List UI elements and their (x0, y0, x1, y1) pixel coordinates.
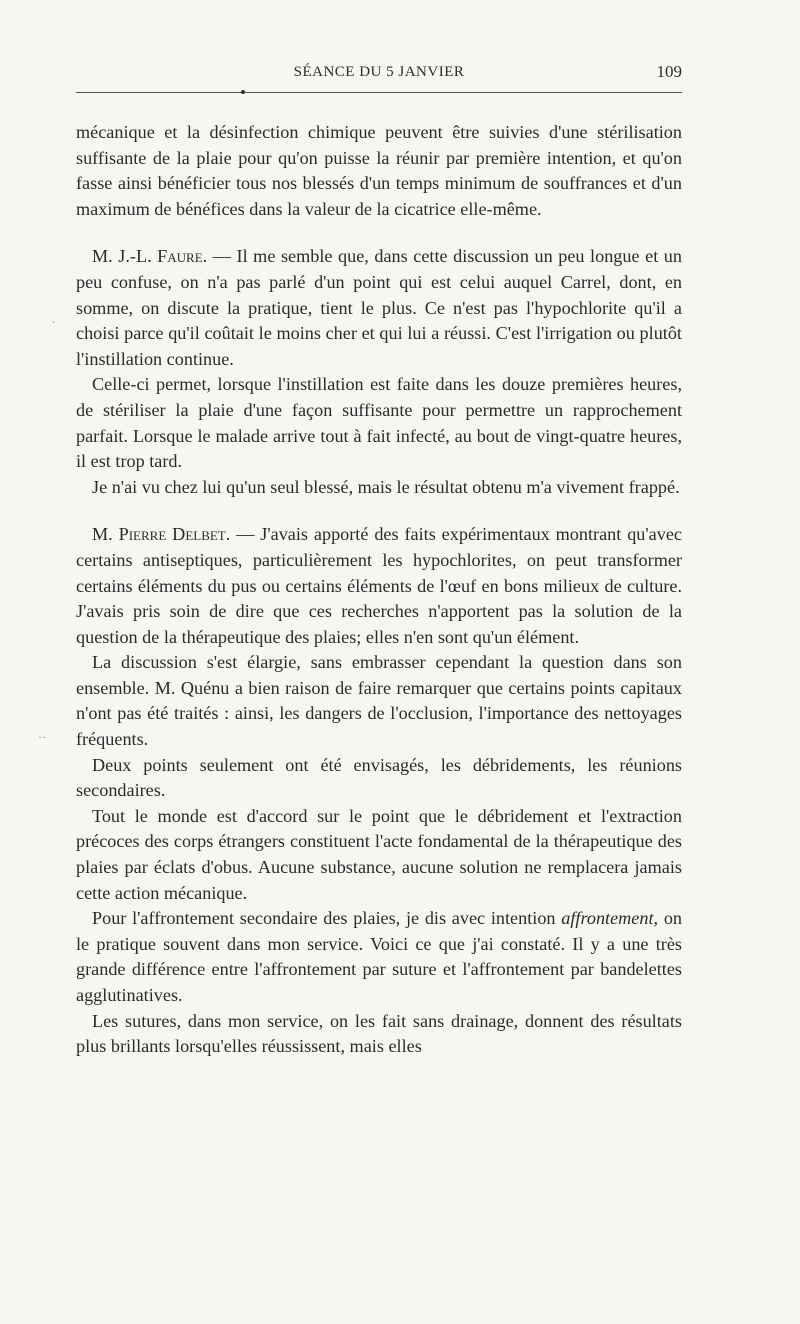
paragraph (76, 906, 682, 1008)
margin-mark: ·· (38, 730, 46, 744)
speaker-name: M. J.-L. Faure. (92, 246, 208, 267)
paragraph-text: Tout le monde est d'accord sur le point que le débridement et l'extraction précoces des corps étrangers constituent l'acte fondamental de la thérapeutique des plaies par éclats d'obus. Aucune substance, aucune solution ne remplacera jamais cette action mécanique. (76, 805, 682, 903)
paragraph-text: Je n'ai vu chez lui qu'un seul blessé, mais le résultat obtenu m'a vivement frappé. (92, 476, 680, 497)
page-header (76, 60, 682, 90)
paragraph-text: — J'avais apporté des faits expérimentaux montrant qu'avec certains antiseptiques, particulièrement les hypochlorites, on peut transformer certains éléments du pus ou certains éléments de l'œuf en bons milieux de culture. J'avais pris soin de dire que ces recherches n'apportent pas la solution de la question de la thérapeutique des plaies; elles n'en sont qu'un élément. (76, 524, 682, 647)
paragraph-text: La discussion s'est élargie, sans embrasser cependant la question dans son ensemble. M. Quénu a bien raison de faire remarquer que certains points capitaux n'ont pas été traités : ainsi, les dangers de l'occlusion, l'importance des nettoyages fréquents. (76, 652, 682, 750)
paragraph-text: mécanique et la désinfection chimique peuvent être suivies d'une stérilisation suffisante de la plaie pour qu'on puisse la réunir par première intention, et qu'on fasse ainsi bénéficier tous nos blessés d'un temps minimum de souffrances et d'un maximum de bénéfices dans la valeur de la cicatrice elle-même. (76, 122, 682, 219)
running-title: SÉANCE DU 5 JANVIER (293, 64, 465, 80)
header-dot (241, 90, 245, 94)
paragraph (76, 1009, 682, 1060)
margin-mark: . (52, 312, 55, 326)
paragraph-text: Pour l'affrontement secondaire des plaies, je dis avec intention (92, 908, 562, 929)
paragraph-text: — Il me semble que, dans cette discussion un peu longue et un peu confuse, on n'a pas parlé d'un point qui est celui auquel Carrel, dont, en somme, on discute la pratique, tient le plus. Ce n'est pas l'hypochlorite qu'il a choisi parce qu'il coûtait le moins cher et qui lui a réussi. C'est l'irrigation ou plutôt l'instillation continue. (76, 246, 682, 369)
paragraph-text: Les sutures, dans mon service, on les fait sans drainage, donnent des résultats plus brillants lorsqu'elles réussissent, mais elles (76, 1010, 682, 1057)
paragraph (76, 372, 682, 474)
paragraph (76, 244, 682, 372)
paragraph-text: Celle-ci permet, lorsque l'instillation est faite dans les douze premières heures, de stériliser la plaie d'une façon suffisante pour permettre un rapprochement parfait. Lorsque le malade arrive tout à fait infecté, au bout de vingt-quatre heures, il est trop tard. (76, 374, 682, 472)
paragraph (76, 120, 682, 222)
speaker-name: M. Pierre Delbet. (92, 524, 231, 545)
paragraph-text: , on le pratique souvent dans mon service. Voici ce que j'ai constaté. Il y a une très grande différence entre l'affrontement par suture et l'affrontement par bandelettes agglutinatives. (76, 908, 683, 1005)
paragraph (76, 804, 682, 906)
paragraph (76, 753, 682, 804)
paragraph (76, 475, 682, 501)
page-number: 109 (656, 62, 682, 81)
paragraph-text: Deux points seulement ont été envisagés, les débridements, les réunions secondaires. (76, 754, 682, 801)
paragraph (76, 522, 682, 650)
header-rule (76, 92, 682, 93)
body-text (76, 120, 682, 1060)
emphasis-word: affrontement (561, 908, 654, 929)
paragraph (76, 650, 682, 752)
